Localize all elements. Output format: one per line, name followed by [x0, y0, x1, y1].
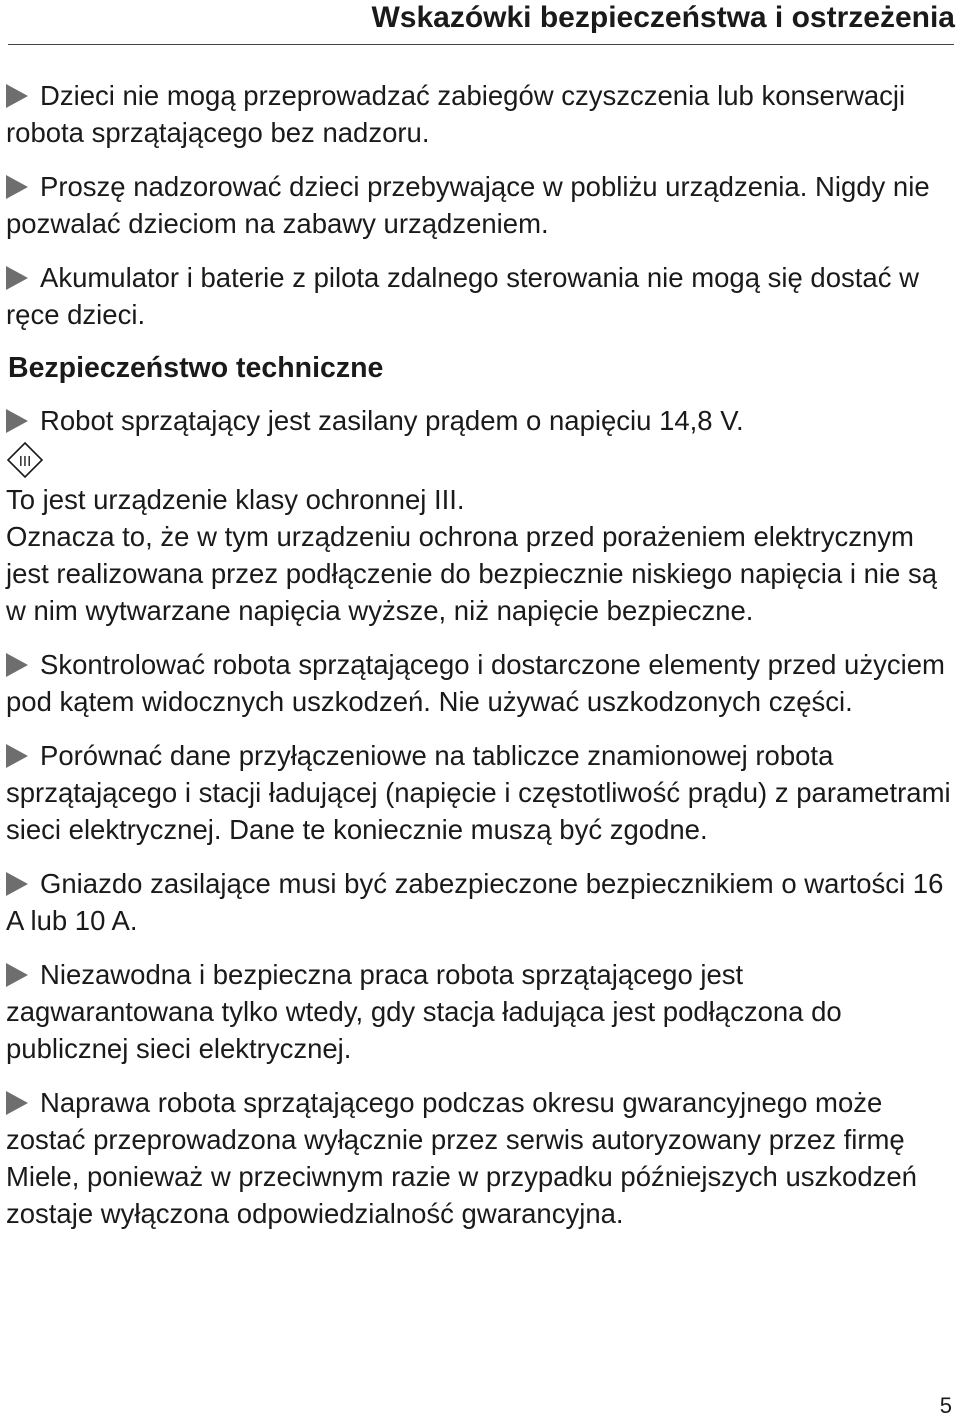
warning-item	[6, 646, 952, 720]
protection-class-label: III	[18, 453, 32, 470]
warning-item-text: Naprawa robota sprzątającego podczas okresu gwarancyjnego może zostać przeprowadzona wyłącznie przez serwis autoryzowany przez firmę Miele, ponieważ w przeciwnym razie w przypadku późniejszych uszkodzeń zostaje wyłączona odpowiedzialność gwarancyjna.	[6, 1087, 917, 1229]
warning-item	[6, 865, 952, 939]
triangle-bullet-icon	[6, 84, 28, 108]
warning-item-text: Gniazdo zasilające musi być zabezpieczone bezpiecznikiem o wartości 16 A lub 10 A.	[6, 868, 944, 936]
warning-item	[6, 737, 952, 848]
section-heading: Bezpieczeństwo techniczne	[8, 352, 384, 384]
warning-item	[6, 259, 952, 333]
page-content	[6, 77, 952, 1249]
triangle-bullet-icon	[6, 266, 28, 290]
warning-item	[6, 402, 952, 439]
triangle-bullet-icon	[6, 653, 28, 677]
warning-item-text: Dzieci nie mogą przeprowadzać zabiegów czyszczenia lub konserwacji robota sprzątającego bez nadzoru.	[6, 80, 906, 148]
warning-item-text: Robot sprzątający jest zasilany prądem o napięciu 14,8 V.	[40, 405, 744, 436]
protection-class-description: Oznacza to, że w tym urządzeniu ochrona przed porażeniem elektrycznym jest realizowana przez podłączenie do bezpiecznie niskiego napięcia i nie są w nim wytwarzane napięcia wyższe, niż napięcie bezpieczne.	[6, 521, 937, 626]
warning-item	[6, 1084, 952, 1232]
warning-item-text: Akumulator i baterie z pilota zdalnego sterowania nie mogą się dostać w ręce dzieci.	[6, 262, 919, 330]
triangle-bullet-icon	[6, 963, 28, 987]
triangle-bullet-icon	[6, 1091, 28, 1115]
warning-item	[6, 168, 952, 242]
triangle-bullet-icon	[6, 744, 28, 768]
triangle-bullet-icon	[6, 872, 28, 896]
warning-item	[6, 77, 952, 151]
page-number: 5	[939, 1393, 952, 1418]
warning-item	[6, 956, 952, 1067]
protection-class-line: To jest urządzenie klasy ochronnej III.	[6, 484, 465, 515]
warning-item-text: Porównać dane przyłączeniowe na tabliczce znamionowej robota sprzątającego i stacji ładującej (napięcie i częstotliwość prądu) z parametrami sieci elektrycznej. Dane te koniecznie muszą być zgodne.	[6, 740, 951, 845]
warning-item-text: Skontrolować robota sprzątającego i dostarczone elementy przed użyciem pod kątem widocznych uszkodzeń. Nie używać uszkodzonych części.	[6, 649, 945, 717]
triangle-bullet-icon	[6, 175, 28, 199]
warning-item-text: Proszę nadzorować dzieci przebywające w pobliżu urządzenia. Nigdy nie pozwalać dzieciom na zabawy urządzeniem.	[6, 171, 930, 239]
protection-class-iii-icon	[6, 441, 44, 479]
page-header-title: Wskazówki bezpieczeństwa i ostrzeżenia	[371, 1, 955, 34]
header-divider	[8, 44, 954, 45]
warning-item-text: Niezawodna i bezpieczna praca robota sprzątającego jest zagwarantowana tylko wtedy, gdy stacja ładująca jest podłączona do publicznej sieci elektrycznej.	[6, 959, 842, 1064]
triangle-bullet-icon	[6, 409, 28, 433]
